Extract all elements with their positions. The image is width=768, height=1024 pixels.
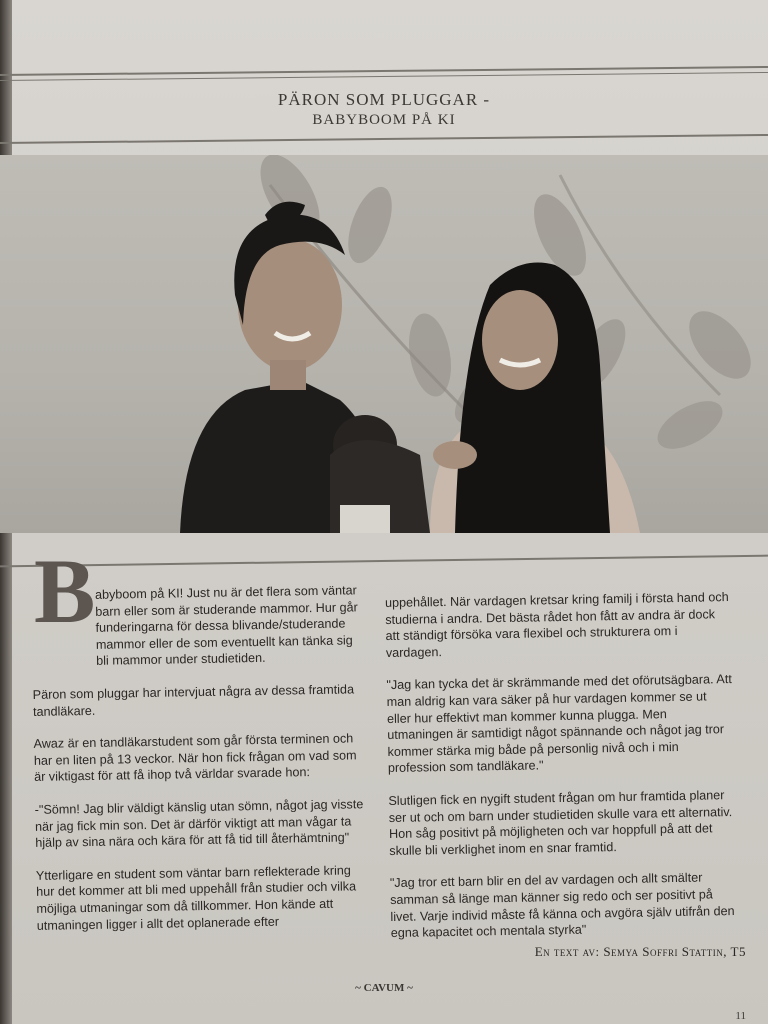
header-title-line2: BABYBOOM PÅ KI: [312, 112, 456, 128]
article-right-column: [385, 589, 737, 958]
left-paragraph-4: -"Sömn! Jag blir väldigt känslig utan sömn, något jag visste när jag fick min son. Det är därför viktigt att man vågar ta hjälp av sina nära och kära för att få tid till återhämtning": [34, 797, 364, 851]
left-paragraph-2: Päron som pluggar har intervjuat några av dessa framtida tandläkare.: [32, 682, 355, 719]
page-number: 11: [735, 1010, 746, 1022]
article-photo: [0, 155, 768, 533]
article-left-column: [31, 582, 373, 950]
photo-bottom-rule: [0, 555, 768, 568]
right-paragraph-3: Slutligen fick en nygift student frågan om hur framtida planer ser ut och om barn under studietiden skulle vara ett alternativ. Hon såg positivt på möjligheten och var hoppfull på att det skulle bli verklighet inom en snar framtid.: [388, 788, 733, 858]
right-paragraph-1: uppehållet. När vardagen kretsar kring familj i första hand och studierna i andra. Det bästa rådet hon fått av andra är dock att ständigt försöka vara flexibel och strukturera om i vardagen.: [384, 590, 729, 660]
right-paragraph-4: "Jag tror ett barn blir en del av vardagen och allt smälter samman så länge man känner sig redo och ser positivt på livet. Varje individ måste få känna och avgöra själv utifrån den egna kapacitet och mentala styrka": [389, 870, 735, 941]
right-paragraph-2: "Jag kan tycka det är skrämmande med det oförutsägbara. Att man aldrig kan vara säker på hur vardagen kommer se ut eller hur effektivt man kommer kunna plugga. Men utmaningen är samtidigt något spännande och något jag tror kommer stärka mig både på personlig nivå och i min profession som tandläkare.": [386, 672, 732, 776]
header-title-line1: PÄRON SOM PLUGGAR -: [277, 90, 491, 109]
left-paragraph-3: Awaz är en tandläkarstudent som går första terminen och har en liten på 13 veckor. När hon fick frågan om vad som är viktigast för att få ihop två världar svarade hon:: [33, 731, 357, 785]
article-byline: En text av: Semya Soffri Stattin, T5: [534, 944, 746, 959]
dropcap-letter: B: [34, 540, 96, 642]
magazine-footer: ~ CAVUM ~: [355, 982, 413, 994]
header-rule-bottom: [0, 134, 768, 144]
left-paragraph-5: Ytterligare en student som väntar barn reflekterade kring hur det kommer att bli med uppehåll från studier och vilka möjliga utmaningar som då tillkommer. Hon kände att utmaningen ligger i allt det oplanerade efter: [35, 863, 357, 933]
left-paragraph-1: abyboom på KI! Just nu är det flera som väntar barn eller som är studerande mammor. Hur går funderingarna för dessa blivande/studerande mammor eller de som eventuellt kan tänka sig bli mammor under studietiden.: [94, 583, 358, 669]
header-rule-top: [0, 66, 768, 76]
photo-two-women-with-baby-icon: [0, 155, 768, 533]
